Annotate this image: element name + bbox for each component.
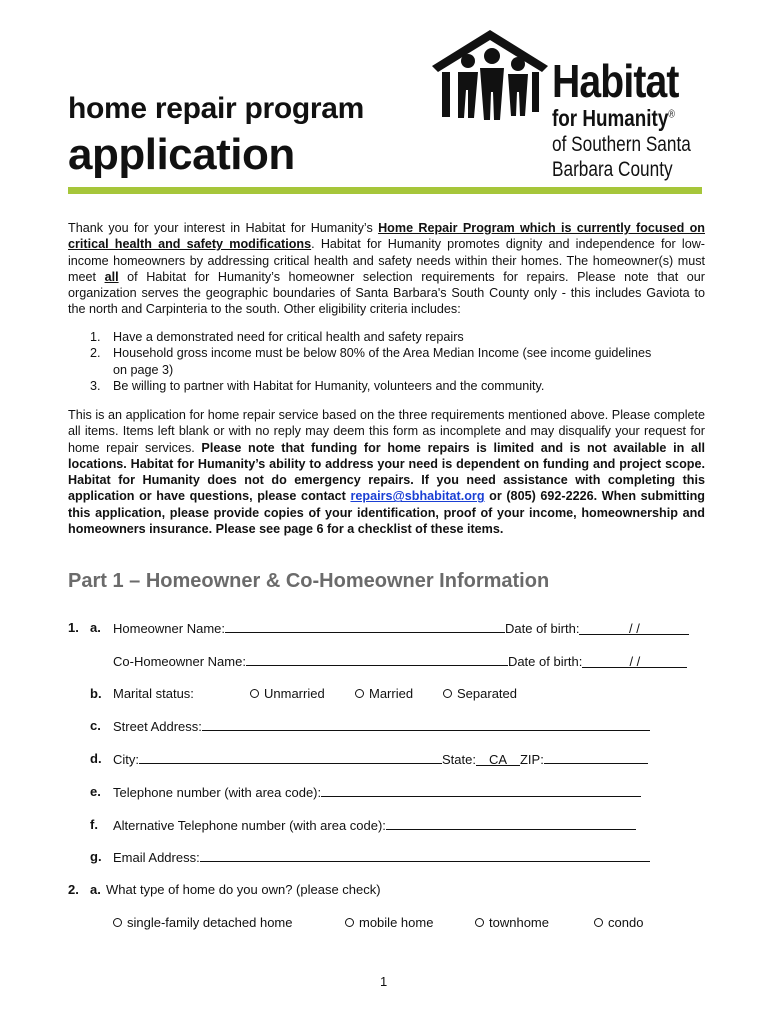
home-type-townhome[interactable]: townhome — [475, 915, 549, 930]
street-address-row: Street Address: — [113, 718, 650, 734]
radio-icon — [355, 689, 364, 698]
home-type-single-family[interactable]: single-family detached home — [113, 915, 292, 930]
intro-paragraph: Thank you for your interest in Habitat for Humanity’s Home Repair Program which is currently focused on critical health and safety modifications. Habitat for Humanity promotes dignity and independence for low-income homeowners by addressing critical health and safety needs within their homes. The homeowner(s) must meet all of Habitat for Humanity’s homeowner selection requirements for repairs. Please note that our organization serves the geographic boundaries of Santa Barbara's South County only - this includes Gaviota to the north and Carpinteria to the south. Other eligibility criteria includes: — [68, 221, 705, 317]
list-item: 3. Be willing to partner with Habitat for Humanity, volunteers and the community. — [90, 378, 545, 393]
radio-icon — [345, 918, 354, 927]
item-letter-a: a. — [90, 620, 101, 635]
radio-icon — [594, 918, 603, 927]
radio-icon — [250, 689, 259, 698]
homeowner-dob-field[interactable]: / / — [579, 622, 689, 635]
habitat-logo — [432, 28, 704, 188]
home-type-condo[interactable]: condo — [594, 915, 643, 930]
list-item: 2. Household gross income must be below 80% of the Area Median Income (see income guidelines on page 3) — [90, 346, 652, 377]
cohomeowner-row: Co-Homeowner Name: Date of birth: / / — [113, 653, 687, 669]
logo-for-humanity: for Humanity — [552, 105, 669, 131]
section-heading-part1: Part 1 – Homeowner & Co-Homeowner Information — [68, 570, 550, 592]
item-letter-f: f. — [90, 817, 98, 832]
city-field[interactable] — [139, 751, 442, 764]
telephone-row: Telephone number (with area code): — [113, 784, 641, 800]
marital-status-label: Marital status: — [113, 686, 194, 701]
question-number-1: 1. — [68, 620, 79, 635]
street-address-field[interactable] — [202, 718, 650, 731]
item-letter-2a: a. — [90, 882, 101, 897]
marital-option-unmarried[interactable]: Unmarried — [250, 686, 325, 701]
marital-option-separated[interactable]: Separated — [443, 686, 517, 701]
habitat-house-people-icon — [432, 28, 550, 123]
alt-telephone-field[interactable] — [386, 817, 636, 830]
item-letter-e: e. — [90, 784, 101, 799]
homeowner-row: Homeowner Name: Date of birth: / / — [113, 620, 689, 636]
radio-icon — [113, 918, 122, 927]
cohomeowner-dob-field[interactable]: / / — [582, 655, 687, 668]
telephone-field[interactable] — [321, 784, 641, 797]
item-letter-d: d. — [90, 751, 102, 766]
home-type-mobile-home[interactable]: mobile home — [345, 915, 433, 930]
registered-mark: ® — [668, 108, 675, 121]
logo-habitat: Habitat — [552, 55, 679, 107]
zip-field[interactable] — [544, 751, 648, 764]
header-divider — [68, 187, 702, 194]
radio-icon — [475, 918, 484, 927]
program-subtitle: home repair program — [68, 92, 365, 125]
logo-affiliate-line1: of Southern Santa — [552, 133, 691, 156]
item-letter-g: g. — [90, 849, 102, 864]
email-field[interactable] — [200, 849, 650, 862]
home-type-question: What type of home do you own? (please check) — [106, 882, 381, 897]
contact-email-link[interactable]: repairs@sbhabitat.org — [350, 489, 485, 504]
question-number-2: 2. — [68, 882, 79, 897]
eligibility-criteria-list — [90, 329, 690, 394]
page-number: 1 — [380, 974, 388, 989]
alt-telephone-row: Alternative Telephone number (with area code): — [113, 817, 636, 833]
list-item: 1. Have a demonstrated need for critical health and safety repairs — [90, 330, 464, 344]
logo-affiliate-line2: Barbara County — [552, 158, 673, 181]
state-field[interactable]: CA — [476, 753, 520, 766]
cohomeowner-name-field[interactable] — [246, 653, 508, 666]
instructions-paragraph: This is an application for home repair service based on the three requirements mentioned above. Please complete all items. Items left blank or with no reply may deem this form as incomplete and may disqualify your request for home repair services. Please note that funding for home repairs is limited and is not available in all locations. Habitat for Humanity’s ability to address your need is dependent on funding and project scope. Habitat for Humanity does not do emergency repairs. If you need assistance with completing this application or have questions, please contact repairs@sbhabitat.org or (805) 692-2226. When submitting this application, please provide copies of your identification, proof of your income, homeownership and homeowners insurance. Please see page 6 for a checklist of these items. — [68, 408, 705, 537]
page-title: application — [68, 130, 295, 179]
homeowner-name-field[interactable] — [225, 620, 505, 633]
city-state-zip-row: City: State: CA ZIP: — [113, 751, 648, 767]
item-letter-c: c. — [90, 718, 101, 733]
item-letter-b: b. — [90, 686, 102, 701]
email-row: Email Address: — [113, 849, 650, 865]
radio-icon — [443, 689, 452, 698]
marital-option-married[interactable]: Married — [355, 686, 413, 701]
